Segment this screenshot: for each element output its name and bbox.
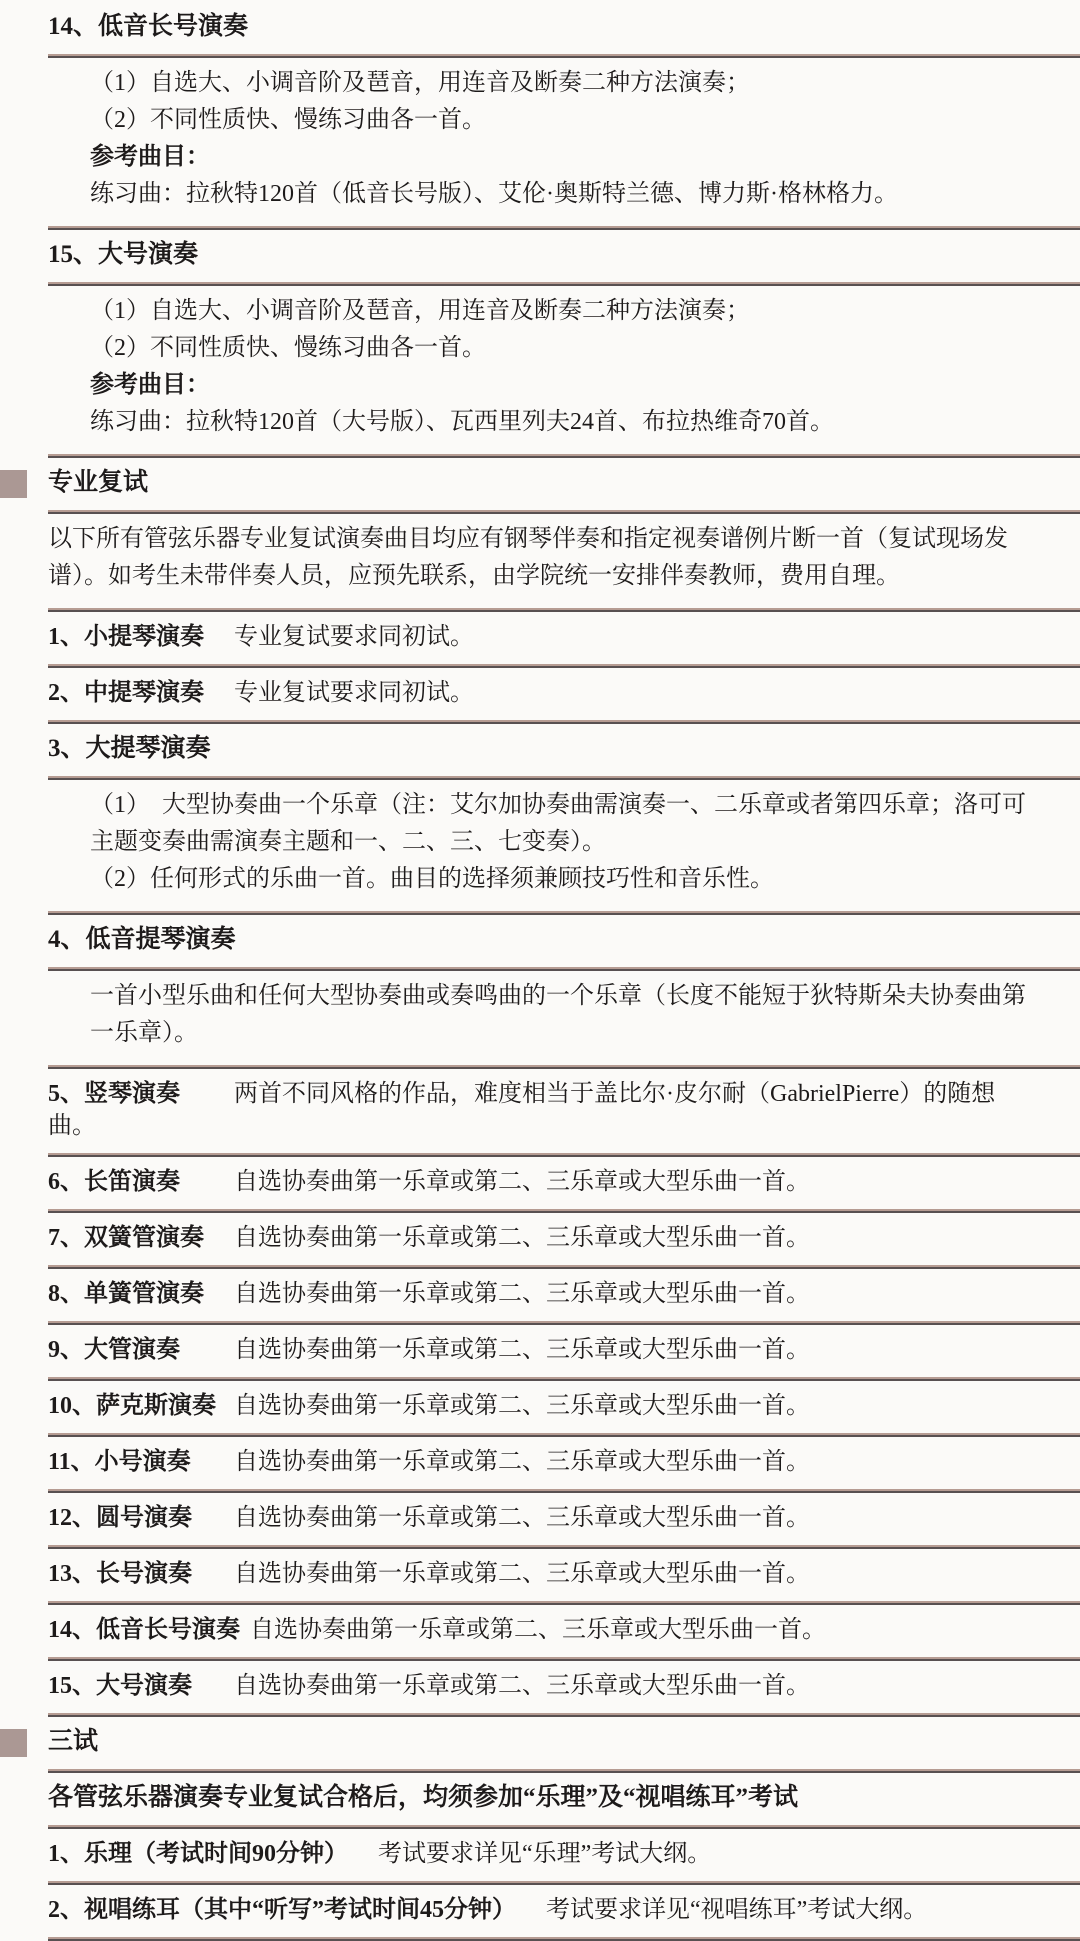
exam-item-description: 自选协奏曲第一乐章或第二、三乐章或大型乐曲一首。 xyxy=(234,1449,810,1475)
exam-item-label: 10、萨克斯演奏 xyxy=(48,1393,216,1419)
separator-rule xyxy=(48,1937,1080,1941)
exam-item-row xyxy=(48,1493,1080,1545)
exam-item-description: 自选协奏曲第一乐章或第二、三乐章或大型乐曲一首。 xyxy=(234,1337,810,1363)
section-marker-square xyxy=(0,1729,27,1757)
paragraph-line: 以下所有管弦乐器专业复试演奏曲目均应有钢琴伴奏和指定视奏谱例片断一首（复试现场发谱）。如考生未带伴奏人员，应预先联系，由学院统一安排伴奏教师，费用自理。 xyxy=(48,526,1008,589)
exam-item-label: 1、乐理（考试时间90分钟） xyxy=(48,1841,348,1867)
paragraph-line: （2）任何形式的乐曲一首。曲目的选择须兼顾技巧性和音乐性。 xyxy=(90,866,774,892)
exam-item-label: 1、小提琴演奏 xyxy=(48,624,204,650)
exam-item-row xyxy=(48,1213,1080,1265)
exam-item-label: 5、竖琴演奏 xyxy=(48,1081,180,1107)
exam-item-row xyxy=(48,668,1080,720)
paragraph-line: （1） 大型协奏曲一个乐章（注：艾尔加协奏曲需演奏一、二乐章或者第四乐章；洛可可主题变奏曲需演奏主题和一、二、三、七变奏）。 xyxy=(90,792,1026,855)
section-heading: 3、大提琴演奏 xyxy=(48,735,211,762)
body-block xyxy=(48,58,1080,226)
exam-item-description: 自选协奏曲第一乐章或第二、三乐章或大型乐曲一首。 xyxy=(234,1225,810,1251)
exam-item-row xyxy=(48,1381,1080,1433)
exam-item-description: 自选协奏曲第一乐章或第二、三乐章或大型乐曲一首。 xyxy=(234,1281,810,1307)
paragraph-line: （2）不同性质快、慢练习曲各一首。 xyxy=(90,335,486,361)
exam-item-label: 14、低音长号演奏 xyxy=(48,1617,240,1643)
exam-item-label: 15、大号演奏 xyxy=(48,1673,192,1699)
exam-item-label: 12、圆号演奏 xyxy=(48,1505,192,1531)
exam-item-label: 8、单簧管演奏 xyxy=(48,1281,204,1307)
exam-item-label: 7、双簧管演奏 xyxy=(48,1225,204,1251)
section-marker-square xyxy=(0,470,27,498)
section-heading: 各管弦乐器演奏专业复试合格后，均须参加“乐理”及“视唱练耳”考试 xyxy=(48,1784,799,1811)
section-heading-row xyxy=(48,458,1080,510)
exam-item-row xyxy=(48,1661,1080,1713)
exam-item-description: 自选协奏曲第一乐章或第二、三乐章或大型乐曲一首。 xyxy=(234,1673,810,1699)
section-heading-row xyxy=(48,1717,1080,1769)
exam-item-description: 自选协奏曲第一乐章或第二、三乐章或大型乐曲一首。 xyxy=(234,1505,810,1531)
paragraph-line: 参考曲目： xyxy=(90,144,210,170)
exam-item-row xyxy=(48,1269,1080,1321)
exam-item-label: 6、长笛演奏 xyxy=(48,1169,180,1195)
exam-item-row xyxy=(48,612,1080,664)
exam-item-description: 专业复试要求同初试。 xyxy=(234,680,474,706)
body-block xyxy=(48,514,1080,608)
paragraph-line: （1）自选大、小调音阶及琶音，用连音及断奏二种方法演奏； xyxy=(90,70,750,96)
body-block xyxy=(48,286,1080,454)
section-heading: 14、低音长号演奏 xyxy=(48,13,249,40)
body-block xyxy=(48,780,1080,911)
section-heading: 三试 xyxy=(48,1728,99,1755)
exam-item-row xyxy=(48,1157,1080,1209)
section-heading: 专业复试 xyxy=(48,469,149,496)
section-heading: 15、大号演奏 xyxy=(48,241,199,268)
exam-item-description: 考试要求详见“乐理”考试大纲。 xyxy=(378,1841,712,1867)
exam-item-description: 自选协奏曲第一乐章或第二、三乐章或大型乐曲一首。 xyxy=(234,1561,810,1587)
exam-item-label: 2、视唱练耳（其中“听写”考试时间45分钟） xyxy=(48,1897,516,1923)
exam-item-label: 13、长号演奏 xyxy=(48,1561,192,1587)
paragraph-line: （1）自选大、小调音阶及琶音，用连音及断奏二种方法演奏； xyxy=(90,298,750,324)
section-heading-row xyxy=(48,2,1080,54)
paragraph-line: 参考曲目： xyxy=(90,372,210,398)
section-heading-row xyxy=(48,724,1080,776)
exam-item-row xyxy=(48,1069,1080,1153)
exam-item-description: 两首不同风格的作品，难度相当于盖比尔·皮尔耐（GabrielPierre）的随想曲。 xyxy=(48,1081,996,1139)
exam-item-label: 9、大管演奏 xyxy=(48,1337,180,1363)
body-block xyxy=(48,971,1080,1065)
exam-item-description: 自选协奏曲第一乐章或第二、三乐章或大型乐曲一首。 xyxy=(234,1393,810,1419)
paragraph-line: （2）不同性质快、慢练习曲各一首。 xyxy=(90,107,486,133)
exam-item-label: 11、小号演奏 xyxy=(48,1449,191,1475)
section-heading-row xyxy=(48,915,1080,967)
section-heading-row xyxy=(48,230,1080,282)
paragraph-line: 一首小型乐曲和任何大型协奏曲或奏鸣曲的一个乐章（长度不能短于狄特斯朵夫协奏曲第一乐章）。 xyxy=(90,983,1026,1046)
paragraph-line: 练习曲：拉秋特120首（低音长号版）、艾伦·奥斯特兰德、博力斯·格林格力。 xyxy=(90,181,898,207)
exam-item-row xyxy=(48,1829,1080,1881)
exam-item-description: 自选协奏曲第一乐章或第二、三乐章或大型乐曲一首。 xyxy=(250,1617,826,1643)
exam-item-description: 自选协奏曲第一乐章或第二、三乐章或大型乐曲一首。 xyxy=(234,1169,810,1195)
exam-item-row xyxy=(48,1549,1080,1601)
exam-item-row xyxy=(48,1605,1080,1657)
exam-item-description: 专业复试要求同初试。 xyxy=(234,624,474,650)
exam-item-row xyxy=(48,1325,1080,1377)
section-heading-row xyxy=(48,1773,1080,1825)
paragraph-line: 练习曲：拉秋特120首（大号版）、瓦西里列夫24首、布拉热维奇70首。 xyxy=(90,409,834,435)
exam-item-row xyxy=(48,1437,1080,1489)
exam-item-description: 考试要求详见“视唱练耳”考试大纲。 xyxy=(546,1897,928,1923)
exam-item-label: 2、中提琴演奏 xyxy=(48,680,204,706)
section-heading: 4、低音提琴演奏 xyxy=(48,926,236,953)
exam-item-row xyxy=(48,1885,1080,1937)
